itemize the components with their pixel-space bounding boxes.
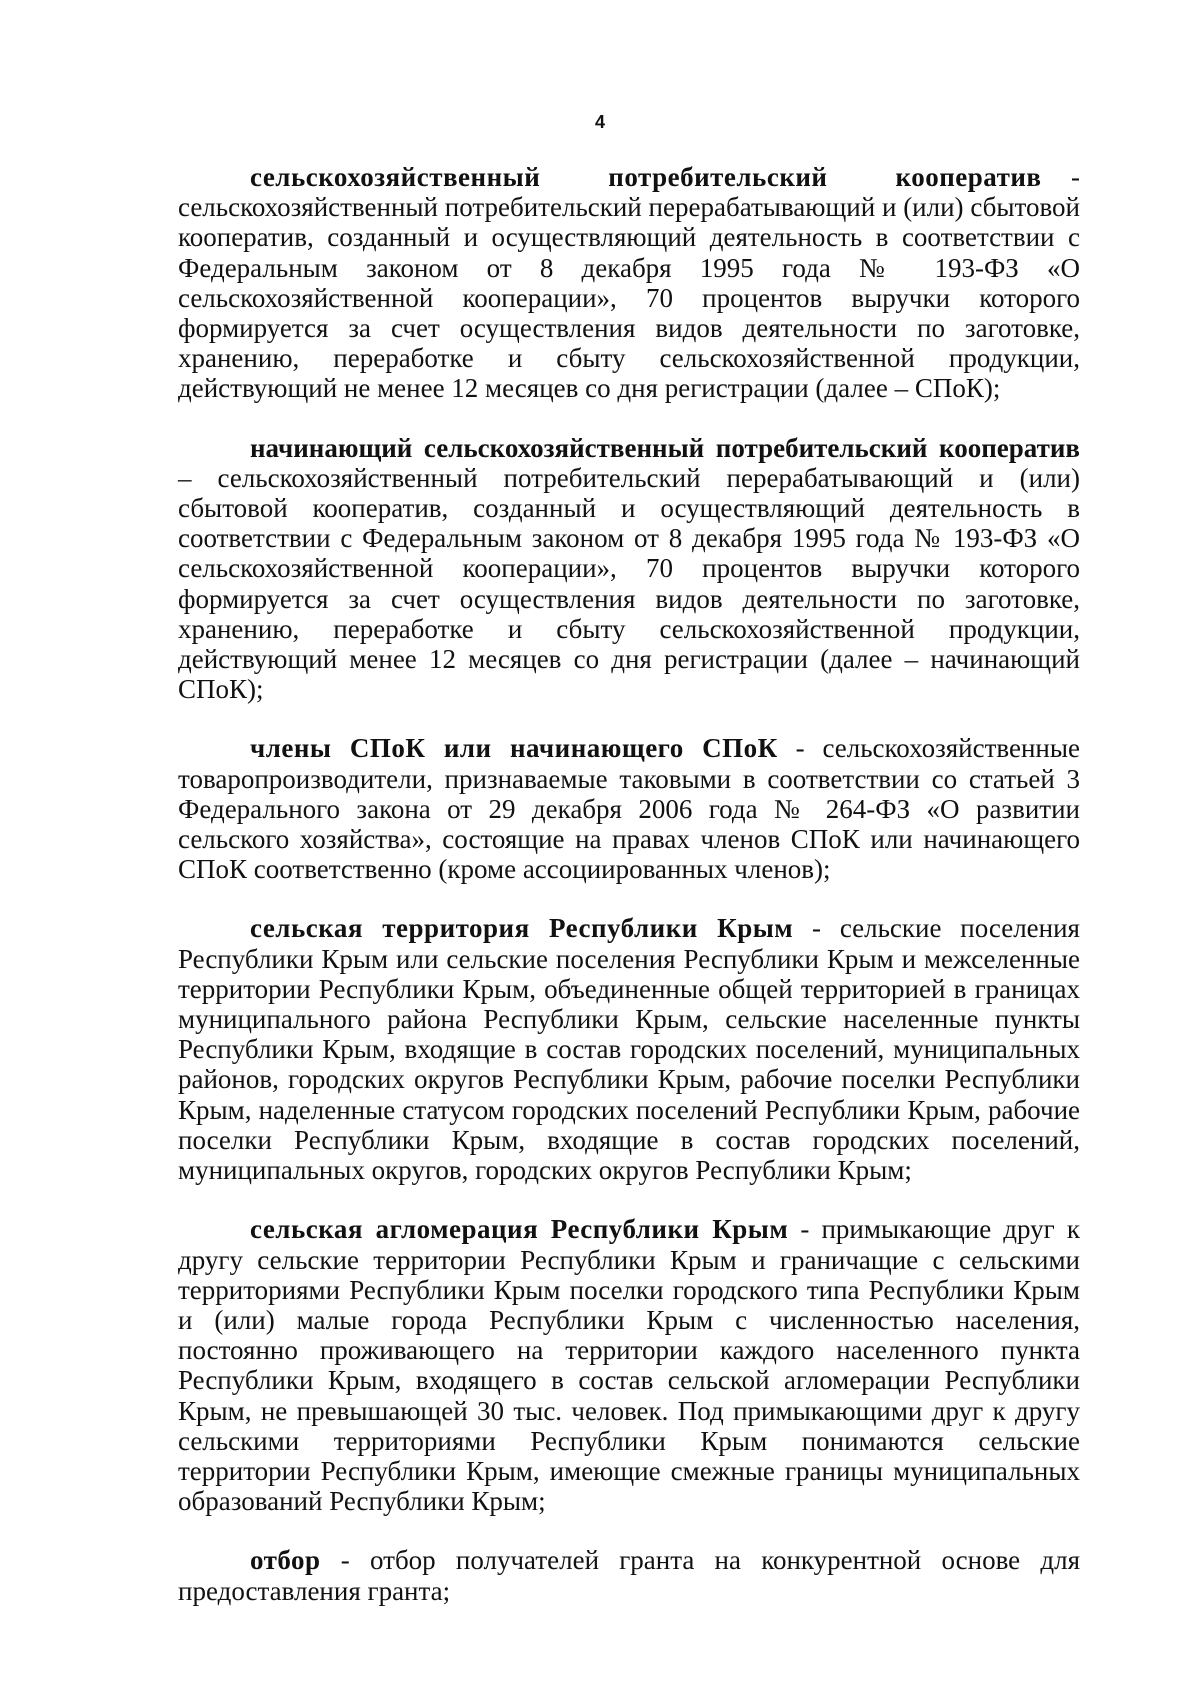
definition-text: сельские поселения Республики Крым или сельские поселения Республики Крым и межселенные территории Республики Крым, объединенные общей территорией в границах муниципального района Республики Крым, сельские населенные пункты Республики Крым, входящие в состав городских поселений, муниципальных районов, городских округов Республики Крым, рабочие поселки Республики Крым, наделенные статусом городских поселений Республики Крым, рабочие поселки Республики Крым, входящие в состав городских поселений, муниципальных округов, городских округов Республики Крым; [178, 913, 1080, 1186]
definition-paragraph [178, 913, 1080, 1185]
definition-text: примыкающие друг к другу сельские территории Республики Крым и граничащие с сельскими территориями Республики Крым поселки городского типа Республики Крым и (или) малые города Республики Крым с численностью населения, постоянно проживающего на территории каждого населенного пункта Республики Крым, входящего в состав сельской агломерации Республики Крым, не превышающей 30 тыс. человек. Под примыкающими друг к другу сельскими территориями Республики Крым понимаются сельские территории Республики Крым, имеющие смежные границы муниципальных образований Республики Крым; [178, 1214, 1080, 1517]
definition-term: сельская агломерация Республики Крым [250, 1214, 789, 1245]
definition-term: начинающий сельскохозяйственный потребительский кооператив [250, 432, 1080, 463]
definition-paragraph [178, 162, 1080, 404]
definition-separator: - [788, 1214, 822, 1245]
definition-separator: - [320, 1545, 370, 1576]
definition-text: сельскохозяйственный потребительский перерабатывающий и (или) сбытовой кооператив, созданный и осуществляющий деятельность в соответствии с Федеральным законом от 8 декабря 1995 года № 193-ФЗ «О сельскохозяйственной кооперации», 70 процентов выручки которого формируется за счет осуществления видов деятельности по заготовке, хранению, переработке и сбыту сельскохозяйственной продукции, действующий не менее 12 месяцев со дня регистрации (далее – СПоК); [178, 192, 1080, 404]
definition-paragraph [178, 1214, 1080, 1516]
definition-text: отбор получателей гранта на конкурентной основе для предоставления гранта; [178, 1545, 1080, 1606]
definition-term: сельскохозяйственный потребительский кооператив [250, 162, 1042, 192]
document-body [178, 162, 1080, 1606]
definition-term: члены СПоК или начинающего СПоК [250, 733, 778, 764]
page-number: 4 [594, 112, 605, 132]
definition-term: отбор [250, 1545, 321, 1576]
definition-separator: - [777, 733, 823, 764]
definition-paragraph [178, 433, 1080, 705]
definition-separator: – [178, 462, 218, 493]
definition-text: сельскохозяйственные товаропроизводители, признаваемые таковыми в соответствии со статьей 3 Федерального закона от 29 декабря 2006 года № 264-ФЗ «О развитии сельского хозяйства», состоящие на правах членов СПоК или начинающего СПоК соответственно (кроме ассоциированных членов); [178, 733, 1080, 885]
definition-term: сельская территория Республики Крым [250, 913, 794, 944]
definition-paragraph [178, 1545, 1080, 1605]
definition-paragraph [178, 733, 1080, 884]
definition-separator: - [1041, 162, 1081, 192]
definition-text: сельскохозяйственный потребительский перерабатывающий и (или) сбытовой кооператив, созданный и осуществляющий деятельность в соответствии с Федеральным законом от 8 декабря 1995 года № 193-ФЗ «О сельскохозяйственной кооперации», 70 процентов выручки которого формируется за счет осуществления видов деятельности по заготовке, хранению, переработке и сбыту сельскохозяйственной продукции, действующий менее 12 месяцев со дня регистрации (далее – начинающий СПоК); [178, 462, 1080, 705]
definition-separator: - [793, 913, 840, 944]
